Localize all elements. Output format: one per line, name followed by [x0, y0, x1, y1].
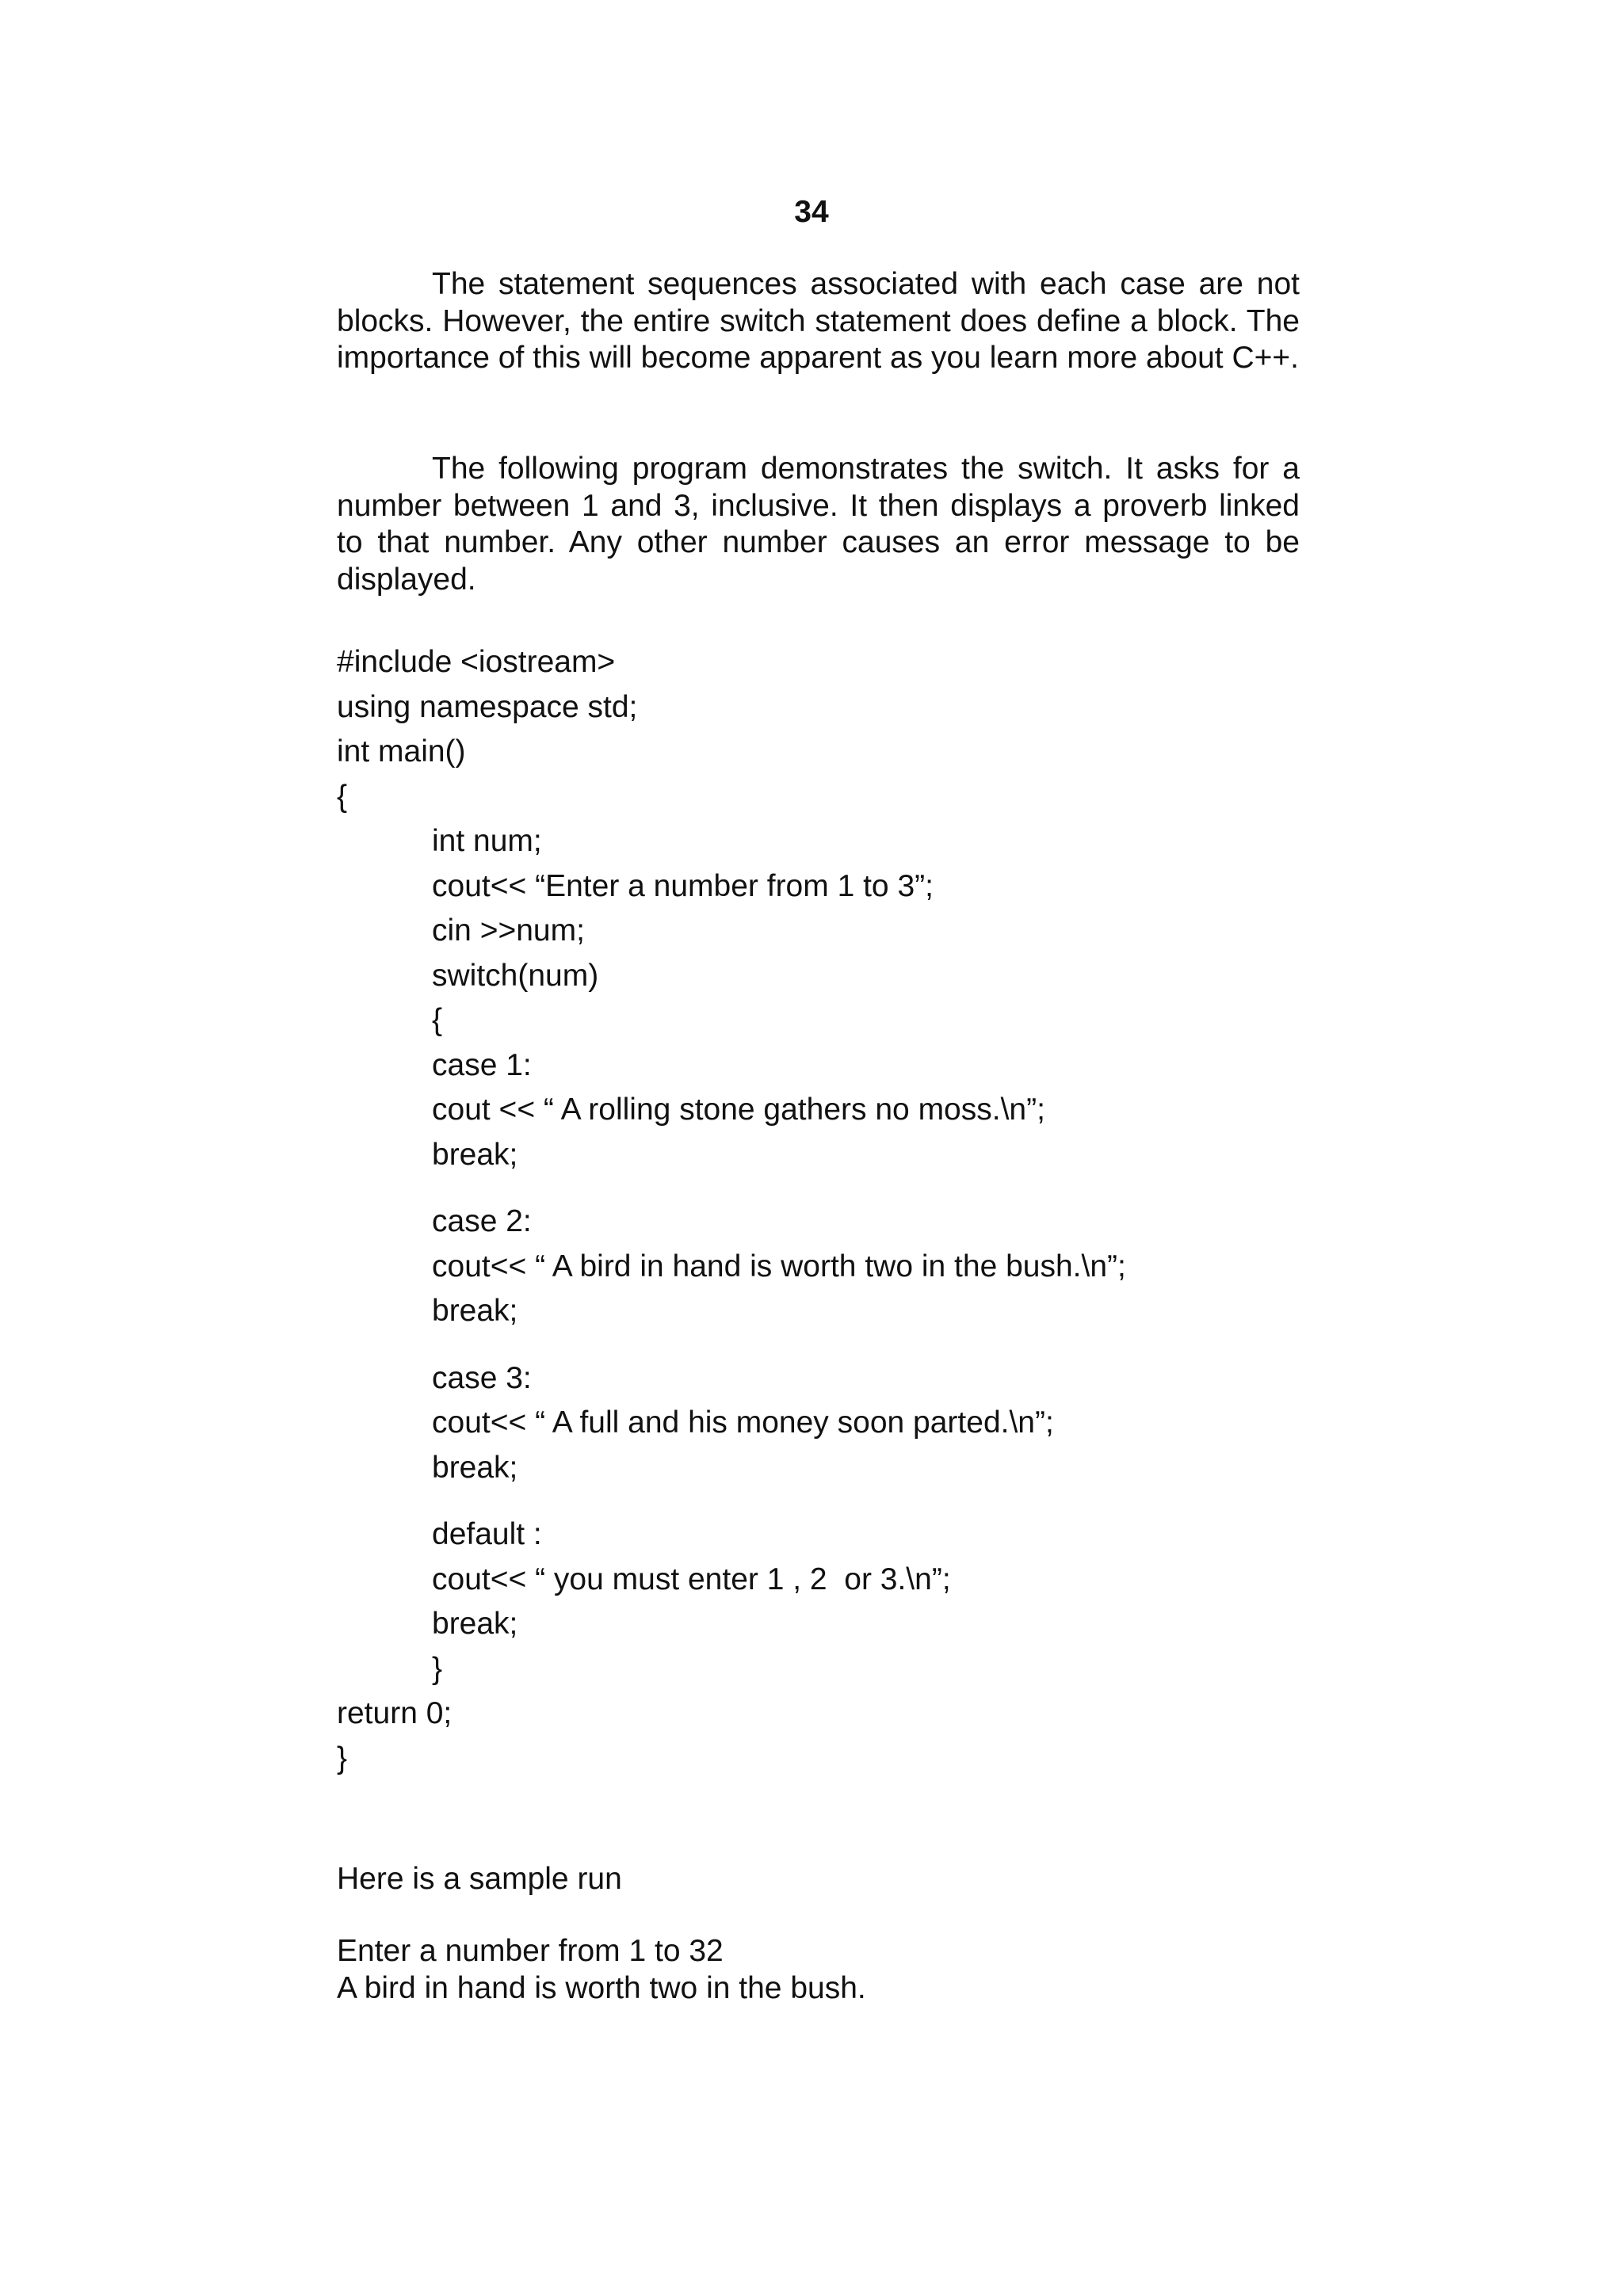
- code-line: case 1:: [432, 1047, 532, 1082]
- code-line: cout<< “Enter a number from 1 to 3”;: [432, 868, 934, 903]
- code-line: cout<< “ you must enter 1 , 2 or 3.\n”;: [432, 1562, 951, 1596]
- code-line: default :: [432, 1517, 542, 1551]
- code-listing: [337, 640, 1446, 1781]
- code-line: cout << “ A rolling stone gathers no moss.\n”;: [432, 1093, 1045, 1127]
- code-line: case 3:: [432, 1360, 532, 1395]
- code-line: break;: [432, 1137, 518, 1172]
- code-line: }: [337, 1741, 348, 1775]
- code-line: cin >>num;: [432, 913, 585, 948]
- code-line: using namespace std;: [337, 689, 638, 724]
- code-line: break;: [432, 1607, 518, 1641]
- sample-run-heading: Here is a sample run: [337, 1862, 622, 1896]
- code-line: int num;: [432, 824, 542, 858]
- code-line: int main(): [337, 734, 466, 769]
- code-line: cout<< “ A bird in hand is worth two in the bush.\n”;: [432, 1249, 1126, 1283]
- output-line: A bird in hand is worth two in the bush.: [337, 1970, 866, 2005]
- program-description-paragraph: The following program demonstrates the switch. It asks for a number between 1 and 3, inclusive. It then displays a proverb linked to that number. Any other number causes an error message to be displayed.: [337, 452, 1300, 597]
- sample-run-output: [337, 1933, 866, 2007]
- code-line: break;: [432, 1294, 518, 1328]
- intro-paragraph: The statement sequences associated with each case are not blocks. However, the entire switch statement does define a block. The importance of this will become apparent as you learn more about C++.: [337, 267, 1300, 375]
- code-line: break;: [432, 1450, 518, 1485]
- code-line: switch(num): [432, 958, 599, 993]
- code-line: cout<< “ A full and his money soon parted.\n”;: [432, 1405, 1054, 1440]
- code-line: case 2:: [432, 1204, 532, 1238]
- page-number: 34: [794, 195, 829, 229]
- code-line: #include <iostream>: [337, 645, 616, 679]
- code-line: }: [432, 1651, 443, 1686]
- code-line: {: [337, 779, 348, 814]
- code-line: return 0;: [337, 1696, 453, 1730]
- code-line: {: [432, 1003, 443, 1037]
- output-line: Enter a number from 1 to 32: [337, 1934, 724, 1968]
